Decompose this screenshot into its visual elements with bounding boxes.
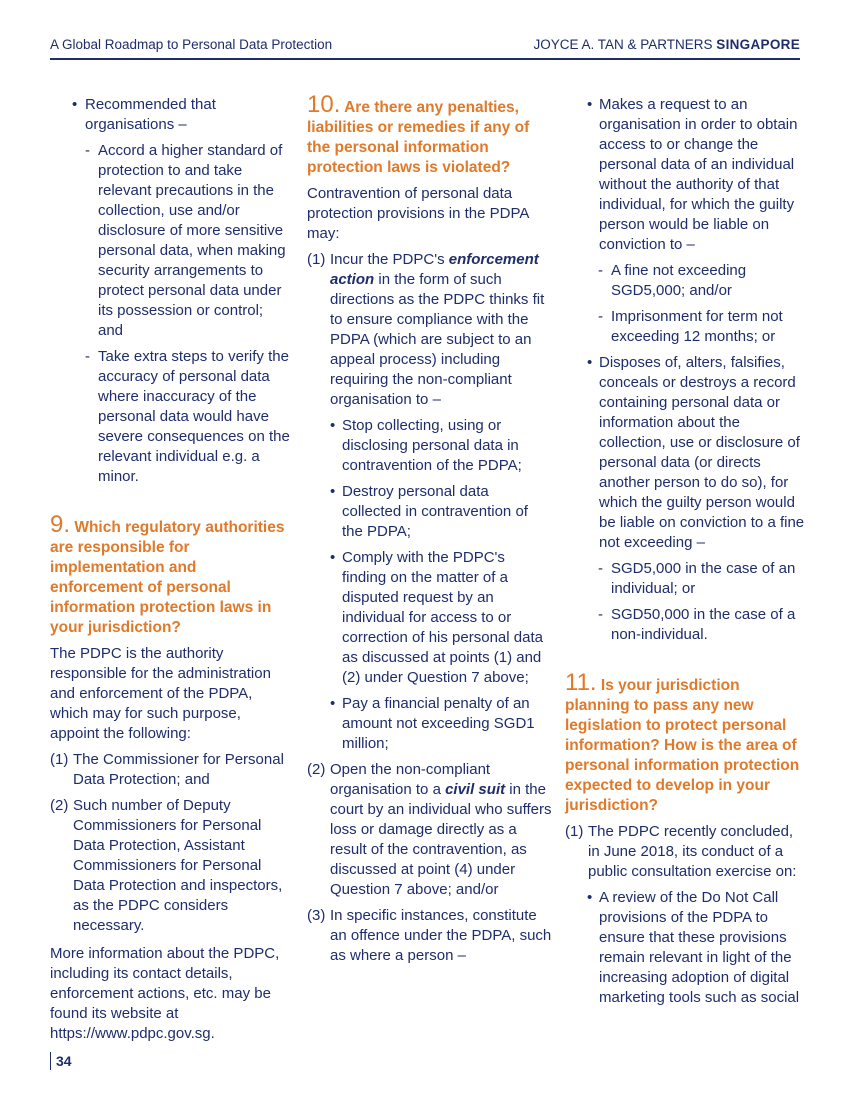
- paragraph-more-info: More information about the PDPC, including its contact details, enforcement actions, etc. may be found its website at https://www.pdpc.gov.sg.: [50, 945, 280, 1042]
- penalty-item-2: [307, 760, 552, 900]
- bullet-makes-request: • Makes a request to an organisation in order to obtain access to or change the personal data of an individual without the authority of that individual, for which the guilty person would be liable on conviction to –: [565, 95, 805, 255]
- question-11-heading: [565, 669, 805, 816]
- page-number-bar: [50, 1052, 51, 1070]
- dash-item-higher-standard: - Accord a higher standard of protection to and take relevant precautions in the collection, use and/or disclosure of more sensitive personal data, when making security arrangements to protect personal data under its possession or control; and: [50, 141, 290, 341]
- numbered-item-2: [50, 796, 290, 936]
- penalty-item-2-emphasis: civil suit: [445, 781, 506, 798]
- sub-bullet-comply-finding: • Comply with the PDPC's finding on the matter of a disputed request by an individual for access to or correction of his personal data as discussed at points (1) and (2) under Question 7 above;: [307, 548, 552, 688]
- bullet-do-not-call-review: • A review of the Do Not Call provisions of the PDPA to ensure that these provisions remain relevant in light of the increasing adoption of digital marketing tools such as social: [565, 888, 805, 1008]
- penalty-item-3-label: (3): [307, 907, 326, 924]
- penalty-item-1-post: in the form of such directions as the PDPC thinks fit to ensure compliance with the PDPA (which are subject to an appeal process) including requiring the non-compliant organisation to –: [330, 271, 545, 408]
- question-11-text: Is your jurisdiction planning to pass any new legislation to protect personal information? How is the area of personal information protection expected to develop in your jurisdiction?: [565, 677, 800, 814]
- penalty-item-1-emphasis: enforcement action: [330, 251, 539, 288]
- numbered-item-2-label: (2): [50, 797, 69, 814]
- paragraph-pdpc-authority: The PDPC is the authority responsible for the administration and enforcement of the PDPA, which may for such purpose, appoint the following:: [50, 645, 271, 742]
- numbered-item-1: [50, 750, 290, 790]
- sub-bullet-destroy-data: • Destroy personal data collected in contravention of the PDPA;: [307, 482, 552, 542]
- running-header-title: A Global Roadmap to Personal Data Protection: [50, 37, 333, 52]
- numbered-item-2-text: Such number of Deputy Commissioners for Personal Data Protection, Assistant Commissioners for Personal Data Protection and inspectors, as the PDPC considers necessary.: [73, 797, 283, 934]
- running-header-firm: [533, 37, 800, 52]
- paragraph-contravention: Contravention of personal data protection provisions in the PDPA may:: [307, 185, 529, 242]
- question-11-number: 11.: [565, 669, 597, 696]
- penalty-item-1: [307, 250, 552, 410]
- column-middle: [307, 91, 552, 966]
- sub-bullet-financial-penalty: • Pay a financial penalty of an amount not exceeding SGD1 million;: [307, 694, 552, 754]
- dash-item-imprisonment: - Imprisonment for term not exceeding 12 months; or: [565, 307, 805, 347]
- development-item-1-text: The PDPC recently concluded, in June 2018, its conduct of a public consultation exercise on:: [588, 823, 797, 880]
- penalty-item-2-post: in the court by an individual who suffers loss or damage directly as a result of the contravention, as discussed at point (4) under Question 7 above; and/or: [330, 781, 552, 898]
- dash-item-non-individual: - SGD50,000 in the case of a non-individual.: [565, 605, 805, 645]
- question-10-number: 10.: [307, 91, 341, 118]
- dash-item-verify-accuracy: - Take extra steps to verify the accuracy of personal data where inaccuracy of the personal data would have severe consequences on the relevant individual e.g. a minor.: [50, 347, 290, 487]
- dash-item-fine-5000: - A fine not exceeding SGD5,000; and/or: [565, 261, 805, 301]
- numbered-item-1-label: (1): [50, 751, 69, 768]
- question-10-heading: [307, 91, 552, 178]
- bullet-disposes-record: • Disposes of, alters, falsifies, conceals or destroys a record containing personal data or information about the collection, use or disclosure of personal data (or directs another person to do so), for which the guilty person would be liable on conviction to a fine not exceeding –: [565, 353, 805, 553]
- question-9-text: Which regulatory authorities are responsible for implementation and enforcement of personal information protection laws in your jurisdiction?: [50, 519, 285, 636]
- bullet-recommended: • Recommended that organisations –: [50, 95, 290, 135]
- penalty-item-3: [307, 906, 552, 966]
- penalty-item-3-text: In specific instances, constitute an offence under the PDPA, such as where a person –: [330, 907, 552, 964]
- development-item-1: [565, 822, 805, 882]
- penalty-item-2-label: (2): [307, 761, 326, 778]
- header-rule: [50, 58, 800, 60]
- penalty-item-1-label: (1): [307, 251, 326, 268]
- penalty-item-1-pre: Incur the PDPC's: [330, 251, 449, 268]
- penalty-item-2-pre: Open the non-compliant organisation to a: [330, 761, 491, 798]
- page-number: 34: [56, 1053, 72, 1069]
- dash-item-individual: - SGD5,000 in the case of an individual; or: [565, 559, 805, 599]
- question-9-number: 9.: [50, 511, 71, 538]
- column-left: [50, 95, 290, 1044]
- question-9-heading: [50, 511, 290, 638]
- column-right: [565, 95, 805, 1008]
- firm-name: JOYCE A. TAN & PARTNERS: [533, 37, 713, 52]
- question-10-text: Are there any penalties, liabilities or remedies if any of the personal information protection laws is violated?: [307, 99, 530, 176]
- country-name: SINGAPORE: [716, 37, 800, 52]
- numbered-item-1-text: The Commissioner for Personal Data Protection; and: [73, 751, 284, 788]
- sub-bullet-stop-collecting: • Stop collecting, using or disclosing personal data in contravention of the PDPA;: [307, 416, 552, 476]
- development-item-1-label: (1): [565, 823, 584, 840]
